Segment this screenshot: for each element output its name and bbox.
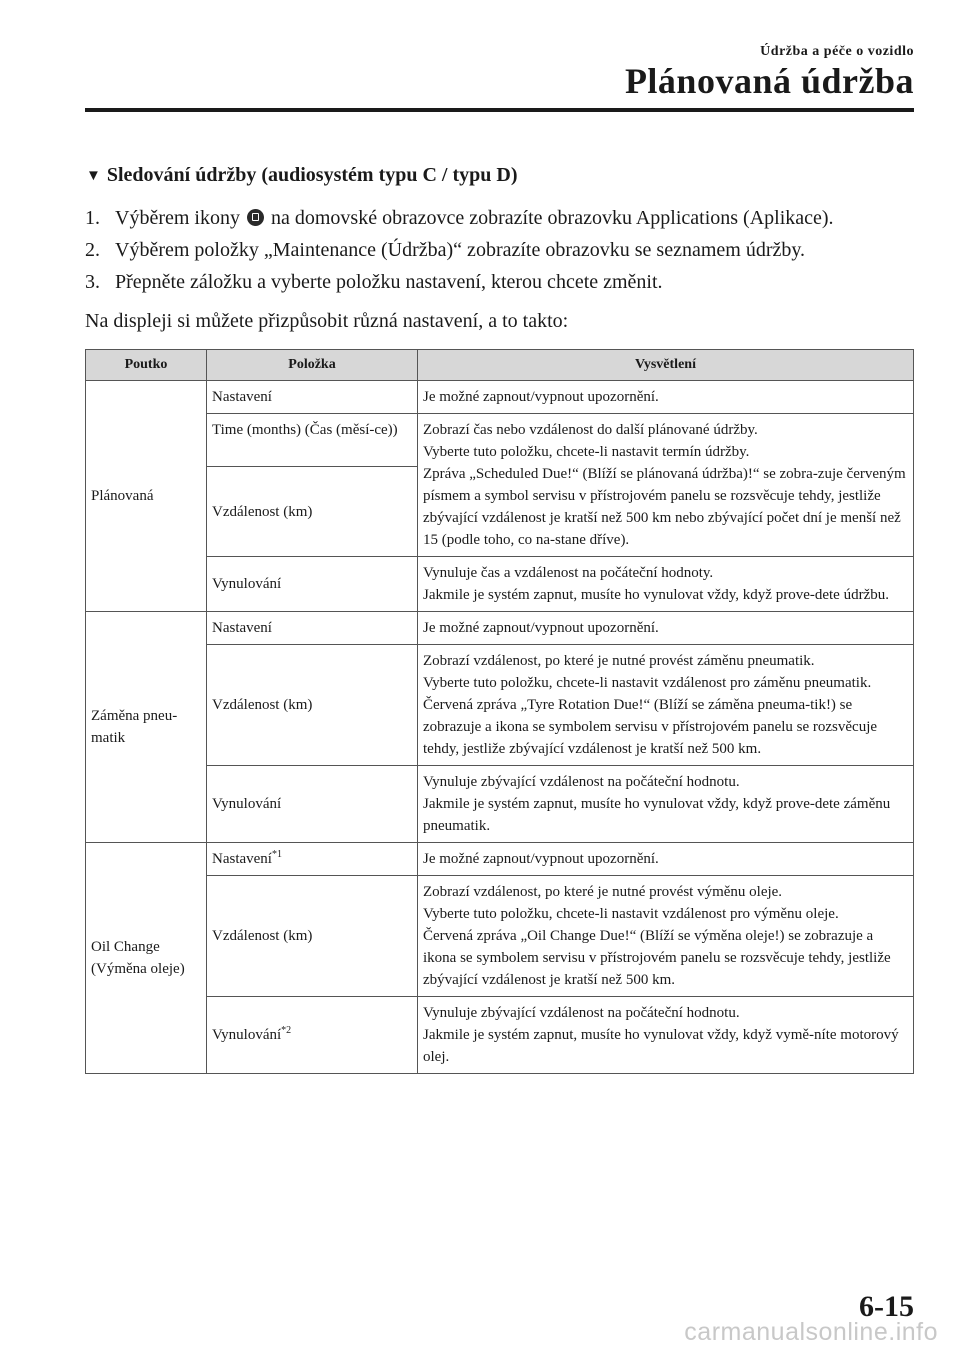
step-item <box>85 202 925 234</box>
item-label: Nastavení <box>212 851 272 867</box>
step-number: 2. <box>85 239 100 261</box>
explanation-line: Vyberte tuto položku, chcete-li nastavit termín údržby. <box>423 444 750 460</box>
triangle-marker-icon: ▼ <box>86 168 101 184</box>
table-row <box>86 997 914 1074</box>
explanation-line: Vynuluje zbývající vzdálenost na počáteční hodnotu. <box>423 774 740 790</box>
explanation-cell <box>418 843 914 876</box>
header-rule <box>85 108 914 112</box>
explanation-line: Jakmile je systém zapnut, musíte ho vynulovat vždy, když prove-dete záměnu pneumatik. <box>423 796 891 834</box>
item-cell: Vzdálenost (km) <box>207 467 418 557</box>
section-heading <box>86 164 517 187</box>
step-text: na domovské obrazovce zobrazíte obrazovku Applications (Aplikace). <box>270 207 834 229</box>
table-row <box>86 381 914 414</box>
page-number: 6-15 <box>859 1290 914 1323</box>
step-item <box>85 234 925 266</box>
table-row <box>86 645 914 766</box>
table-row <box>86 843 914 876</box>
table-row <box>86 876 914 997</box>
step-text: Výběrem položky „Maintenance (Údržba)“ zobrazíte obrazovku se seznamem údržby. <box>115 239 806 261</box>
watermark: carmanualsonline.info <box>684 1318 938 1346</box>
footnote-marker: *2 <box>281 1025 292 1036</box>
column-header-tab: Poutko <box>86 350 207 381</box>
maintenance-table <box>85 349 914 1074</box>
explanation-line: Červená zpráva „Oil Change Due!“ (Blíží se výměna oleje!) se zobrazuje a ikona se symbolem servisu v přístrojovém panelu se rozsvěcuje tehdy, jestliže zbývající vzdálenost je kratší než 500 km. <box>423 928 891 988</box>
item-cell: Nastavení <box>207 381 418 414</box>
step-item <box>85 266 925 298</box>
table-row <box>86 612 914 645</box>
item-cell: Time (months) (Čas (měsí-ce)) <box>207 414 418 467</box>
section-title: Sledování údržby (audiosystém typu C / typu D) <box>106 164 518 186</box>
explanation-line: Jakmile je systém zapnut, musíte ho vynulovat vždy, když prove-dete údržbu. <box>423 587 889 603</box>
explanation-cell <box>418 766 914 843</box>
explanation-line: Červená zpráva „Tyre Rotation Due!“ (Blíží se záměna pneuma-tik!) se zobrazuje a ikona se symbolem servisu v přístrojovém panelu se rozsvěcuje tehdy, jestliže zbývající vzdálenost je kratší než 500 km. <box>423 697 878 757</box>
explanation-line: Je možné zapnout/vypnout upozornění. <box>423 851 659 867</box>
item-cell: Vynulování <box>207 557 418 612</box>
explanation-cell <box>418 414 914 557</box>
item-cell: Vynulování <box>207 766 418 843</box>
item-cell: Vzdálenost (km) <box>207 876 418 997</box>
chapter-title: Údržba a péče o vozidlo <box>760 44 914 59</box>
intro-text: Na displeji si můžete přizpůsobit různá nastavení, a to takto: <box>85 310 569 332</box>
footnote-marker: *1 <box>271 849 282 860</box>
item-cell <box>207 997 418 1074</box>
explanation-line: Zpráva „Scheduled Due!“ (Blíží se plánovaná údržba)!“ se zobra-zuje červeným písmem a symbol servisu v přístrojovém panelu se rozsvěcuje tehdy, jestliže zbývající vzdálenost je kratší než 500 km nebo zbývající počet dní je menší než 15 (podle toho, co na-stane dříve). <box>423 466 906 548</box>
table-row <box>86 414 914 467</box>
explanation-line: Zobrazí vzdálenost, po které je nutné provést výměnu oleje. <box>423 884 783 900</box>
column-header-item: Položka <box>207 350 418 381</box>
explanation-cell <box>418 557 914 612</box>
explanation-line: Vynuluje čas a vzdálenost na počáteční hodnoty. <box>423 565 714 581</box>
explanation-cell <box>418 381 914 414</box>
table-row <box>86 557 914 612</box>
explanation-line: Zobrazí čas nebo vzdálenost do další plánované údržby. <box>423 422 758 438</box>
column-header-explanation: Vysvětlení <box>418 350 914 381</box>
explanation-line: Je možné zapnout/vypnout upozornění. <box>423 389 659 405</box>
explanation-cell <box>418 997 914 1074</box>
item-cell <box>207 843 418 876</box>
explanation-cell <box>418 876 914 997</box>
step-number: 1. <box>85 207 100 229</box>
explanation-line: Je možné zapnout/vypnout upozornění. <box>423 620 659 636</box>
item-label: Vynulování <box>212 1027 282 1043</box>
page-title: Plánovaná údržba <box>624 61 914 101</box>
explanation-line: Zobrazí vzdálenost, po které je nutné provést záměnu pneumatik. <box>423 653 815 669</box>
item-cell: Nastavení <box>207 612 418 645</box>
step-text: Přepněte záložku a vyberte položku nastavení, kterou chcete změnit. <box>115 271 663 293</box>
tab-cell: Oil Change (Výměna oleje) <box>86 843 207 1074</box>
tab-cell: Plánovaná <box>86 381 207 612</box>
tab-cell: Záměna pneu-matik <box>86 612 207 843</box>
explanation-cell <box>418 645 914 766</box>
explanation-line: Vynuluje zbývající vzdálenost na počáteční hodnotu. <box>423 1005 740 1021</box>
explanation-cell <box>418 612 914 645</box>
item-cell: Vzdálenost (km) <box>207 645 418 766</box>
applications-icon <box>247 209 264 226</box>
explanation-line: Jakmile je systém zapnut, musíte ho vynulovat vždy, když vymě-níte motorový olej. <box>423 1027 899 1065</box>
steps-list <box>85 202 925 298</box>
step-number: 3. <box>85 271 100 293</box>
table-row <box>86 766 914 843</box>
explanation-line: Vyberte tuto položku, chcete-li nastavit vzdálenost pro záměnu pneumatik. <box>423 675 872 691</box>
explanation-line: Vyberte tuto položku, chcete-li nastavit vzdálenost pro výměnu oleje. <box>423 906 839 922</box>
step-text: Výběrem ikony <box>115 207 240 229</box>
table-header-row <box>86 350 914 381</box>
